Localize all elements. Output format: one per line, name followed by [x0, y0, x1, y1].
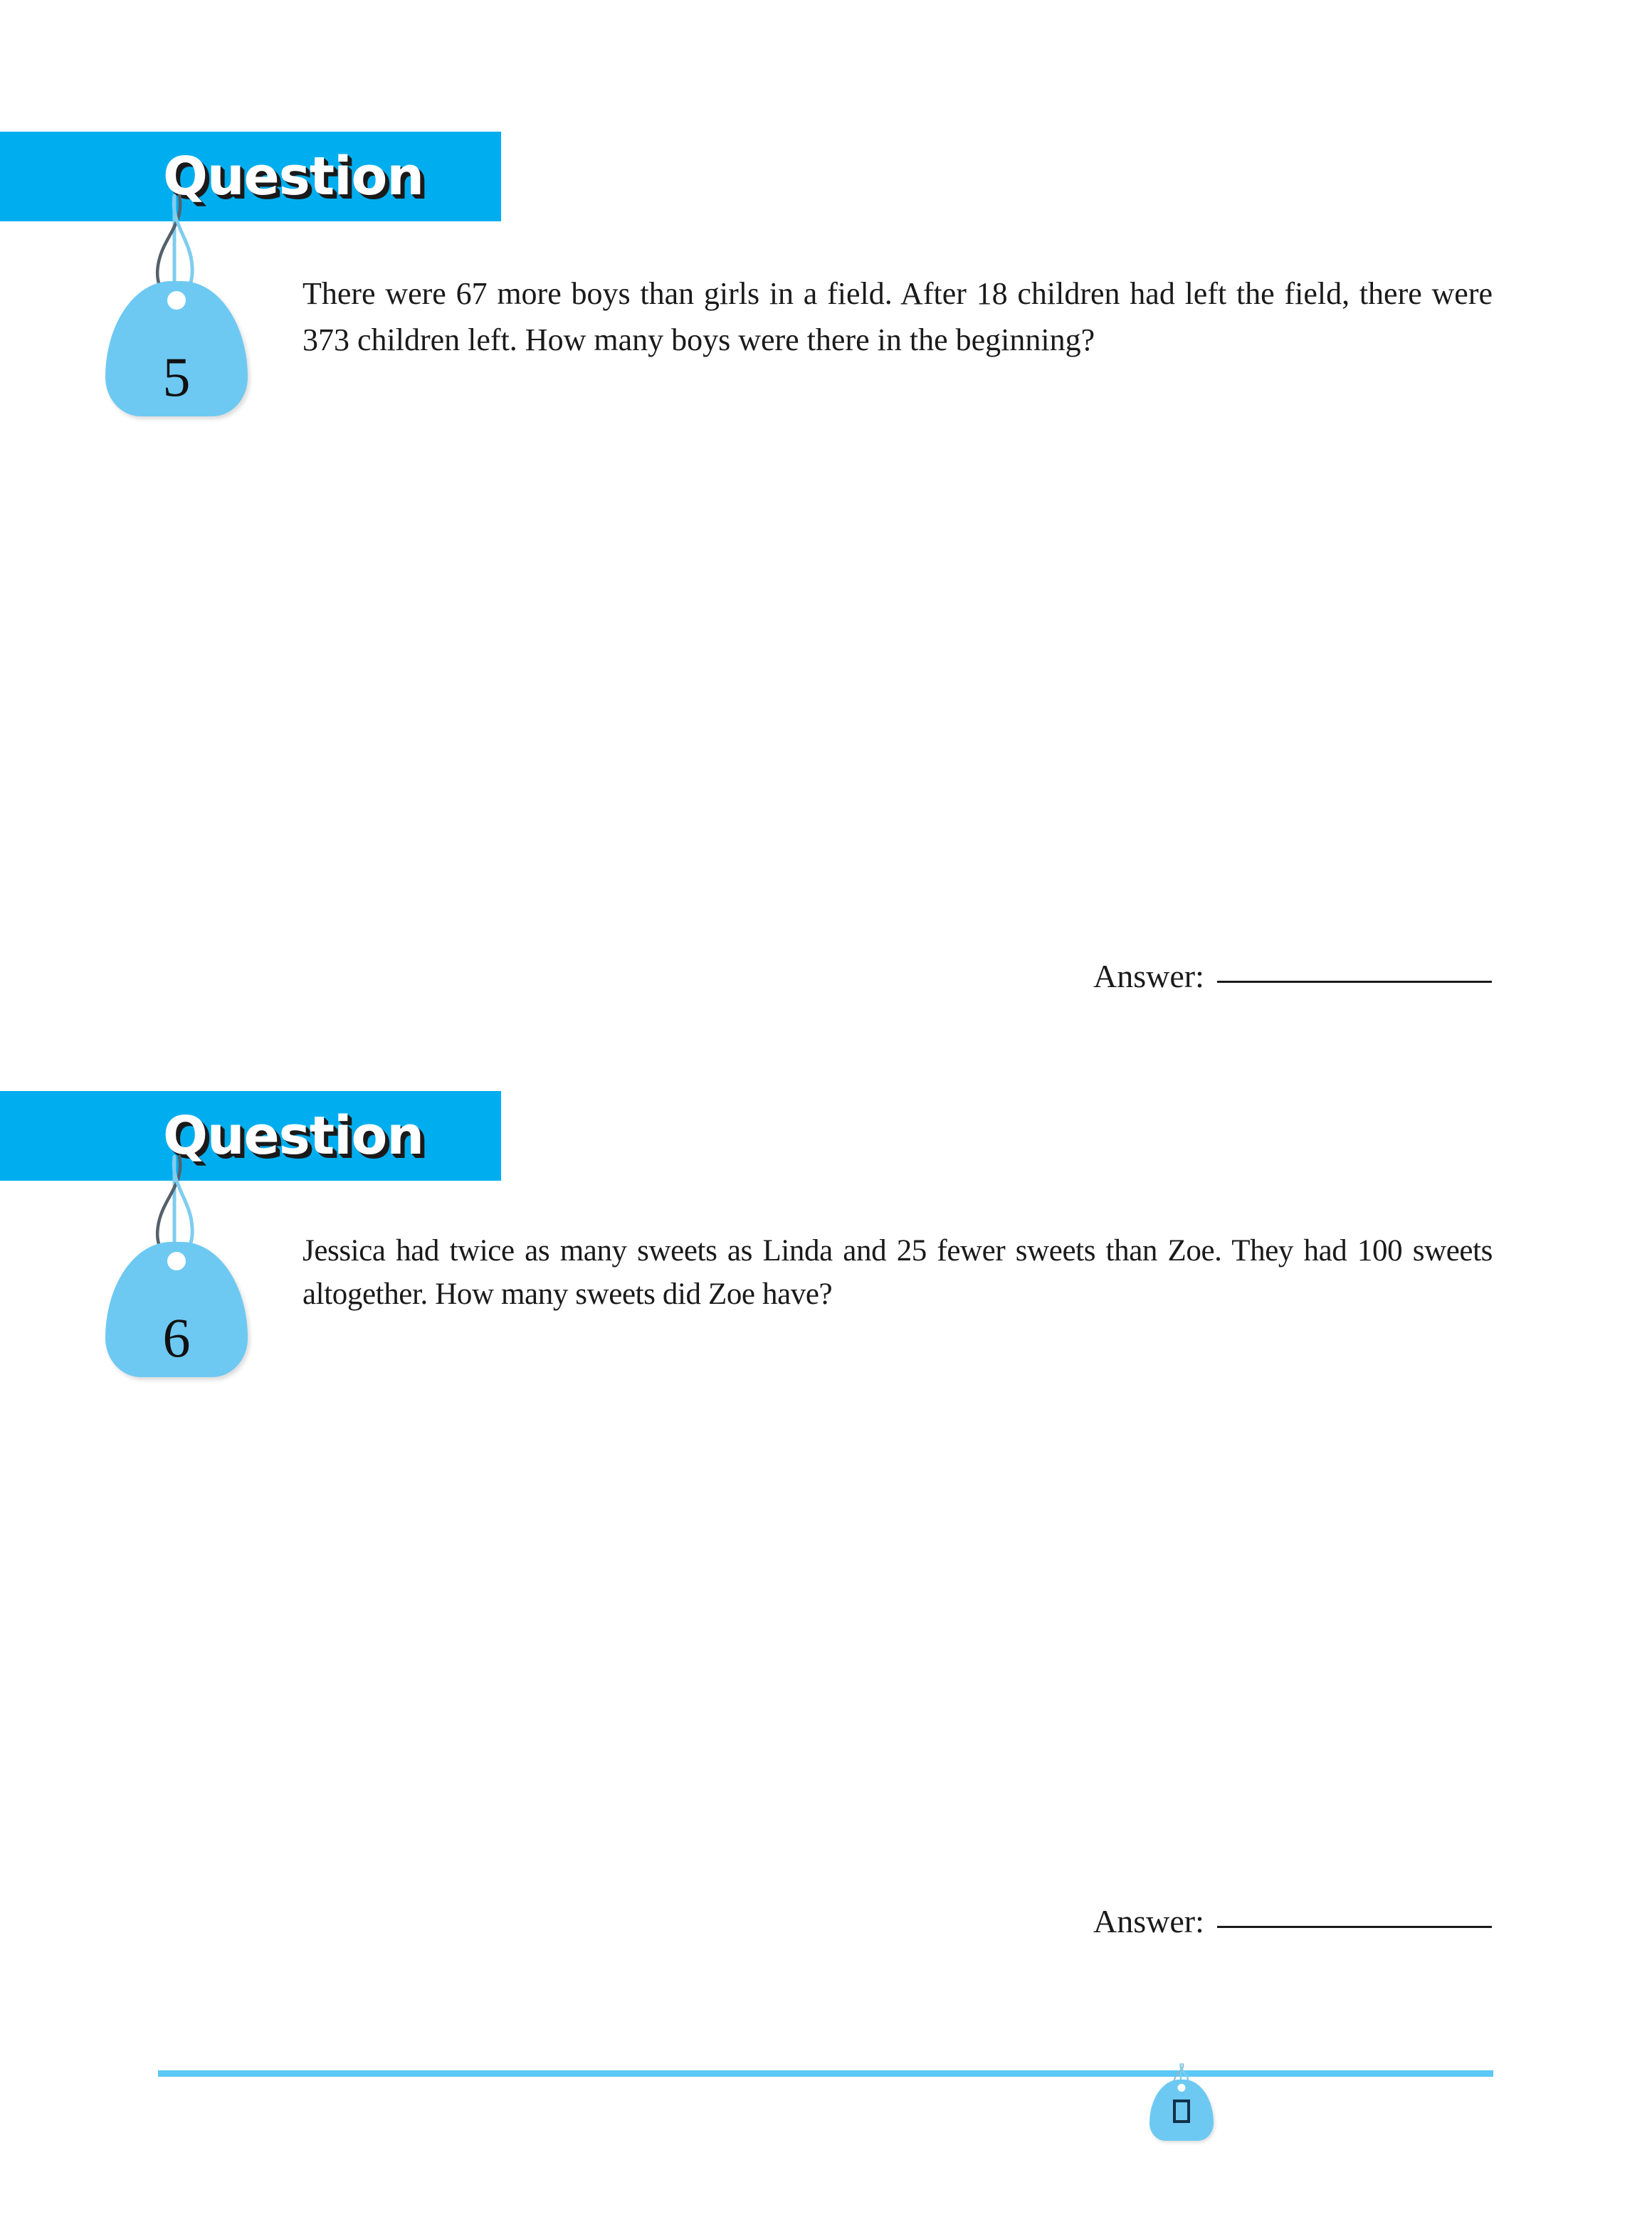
answer-input-line[interactable] — [1217, 981, 1492, 983]
question-banner-label: Question — [162, 146, 424, 207]
footer-tag-hole-icon — [1178, 2084, 1186, 2092]
footer-page-number — [1173, 2100, 1190, 2123]
answer-row-5 — [1093, 957, 1492, 995]
tag-hole-icon — [167, 1252, 186, 1270]
question-tag-5 — [84, 196, 269, 431]
answer-label: Answer: — [1093, 958, 1204, 994]
answer-input-line[interactable] — [1217, 1926, 1492, 1928]
question-number: 6 — [162, 1307, 191, 1369]
question-tag-6 — [84, 1157, 269, 1391]
footer-divider — [158, 2070, 1493, 2077]
footer-page-tag — [1144, 2064, 1219, 2149]
question-text-5: There were 67 more boys than girls in a field. After 18 children had left the field, there were 373 children left. How many boys were there in the beginning? — [302, 276, 1493, 358]
question-number: 5 — [162, 346, 191, 408]
tag-hole-icon — [167, 291, 186, 310]
question-text-6: Jessica had twice as many sweets as Linda and 25 fewer sweets than Zoe. They had 100 sweets altogether. How many sweets did Zoe have? — [302, 1234, 1493, 1312]
answer-row-6 — [1093, 1902, 1492, 1940]
question-banner-label: Question — [162, 1105, 424, 1166]
answer-label: Answer: — [1093, 1903, 1204, 1939]
